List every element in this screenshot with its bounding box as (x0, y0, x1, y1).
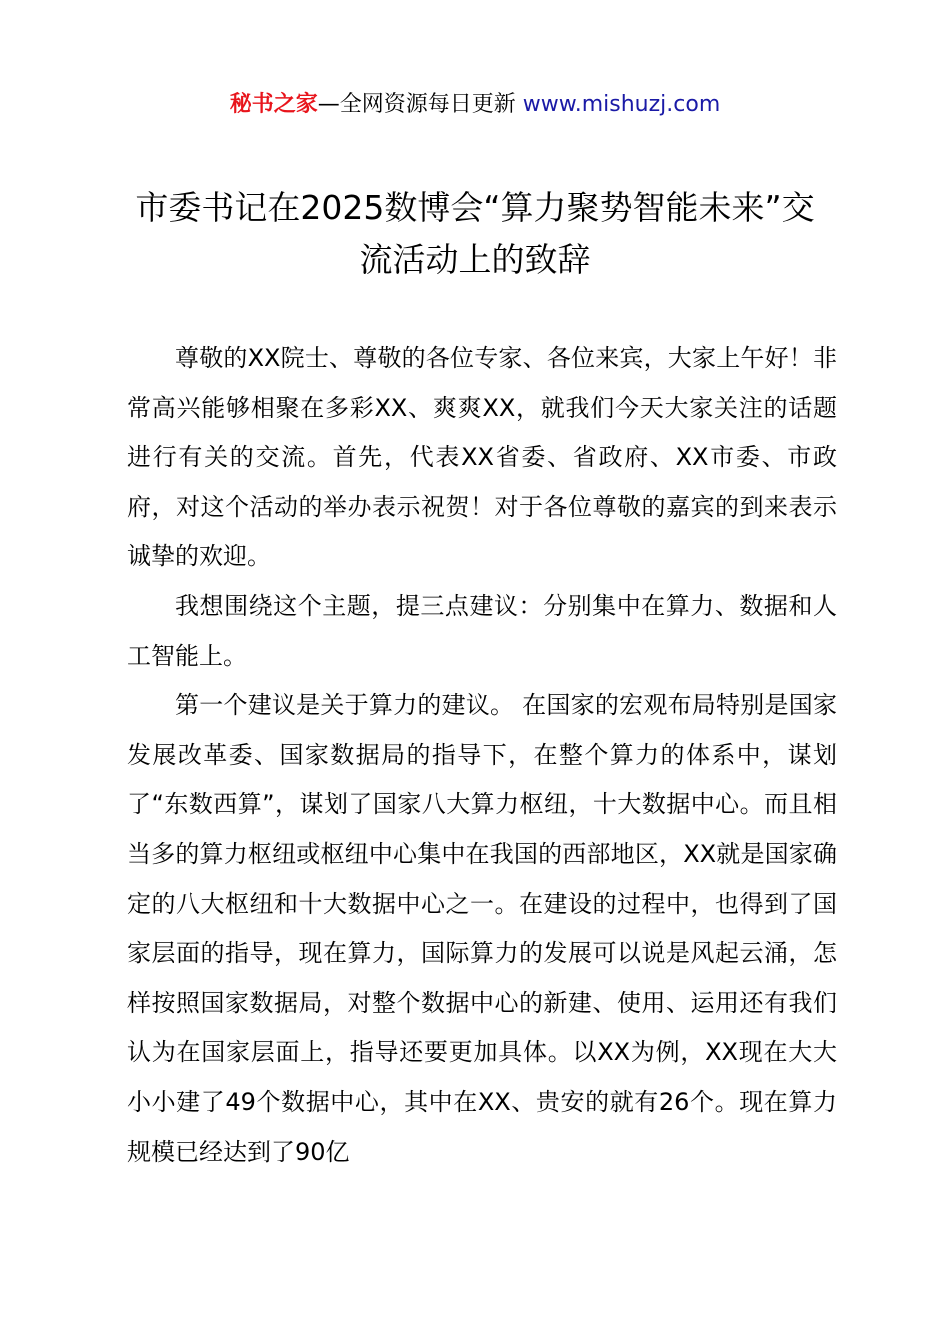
paragraph: 我想围绕这个主题，提三点建议：分别集中在算力、数据和人工智能上。 (127, 591, 837, 670)
paragraph: 尊敬的XX院士、尊敬的各位专家、各位来宾，大家上午好！非常高兴能够相聚在多彩XX、爽爽XX，就我们今天大家关注的话题进行有关的交流。首先，代表XX省委、省政府、XX市委、市政府，对这个活动的举办表示祝贺！对于各位尊敬的嘉宾的到来表示诚挚的欢迎。 (127, 344, 837, 571)
header-slogan: —全网资源每日更新 (317, 92, 516, 117)
page-header (0, 90, 950, 120)
website-link[interactable]: www.mishuzj.com (522, 92, 721, 117)
paragraph: 第一个建议是关于算力的建议。 在国家的宏观布局特别是国家发展改革委、国家数据局的指导下，在整个算力的体系中，谋划了“东数西算”，谋划了国家八大算力枢纽，十大数据中心。而且相当多的算力枢纽或枢纽中心集中在我国的西部地区，XX就是国家确定的八大枢纽和十大数据中心之一。在建设的过程中，也得到了国家层面的指导，现在算力，国际算力的发展可以说是风起云涌，怎样按照国家数据局，对整个数据中心的新建、使用、运用还有我们认为在国家层面上，指导还要更加具体。以XX为例，XX现在大大小小建了49个数据中心，其中在XX、贵安的就有26个。现在算力规模已经达到了90亿 (127, 691, 837, 1166)
brand-name: 秘书之家 (229, 92, 318, 117)
document-title: 市委书记在2025数博会“算力聚势智能未来”交流活动上的致辞 (135, 188, 815, 279)
document-body (127, 334, 837, 1177)
